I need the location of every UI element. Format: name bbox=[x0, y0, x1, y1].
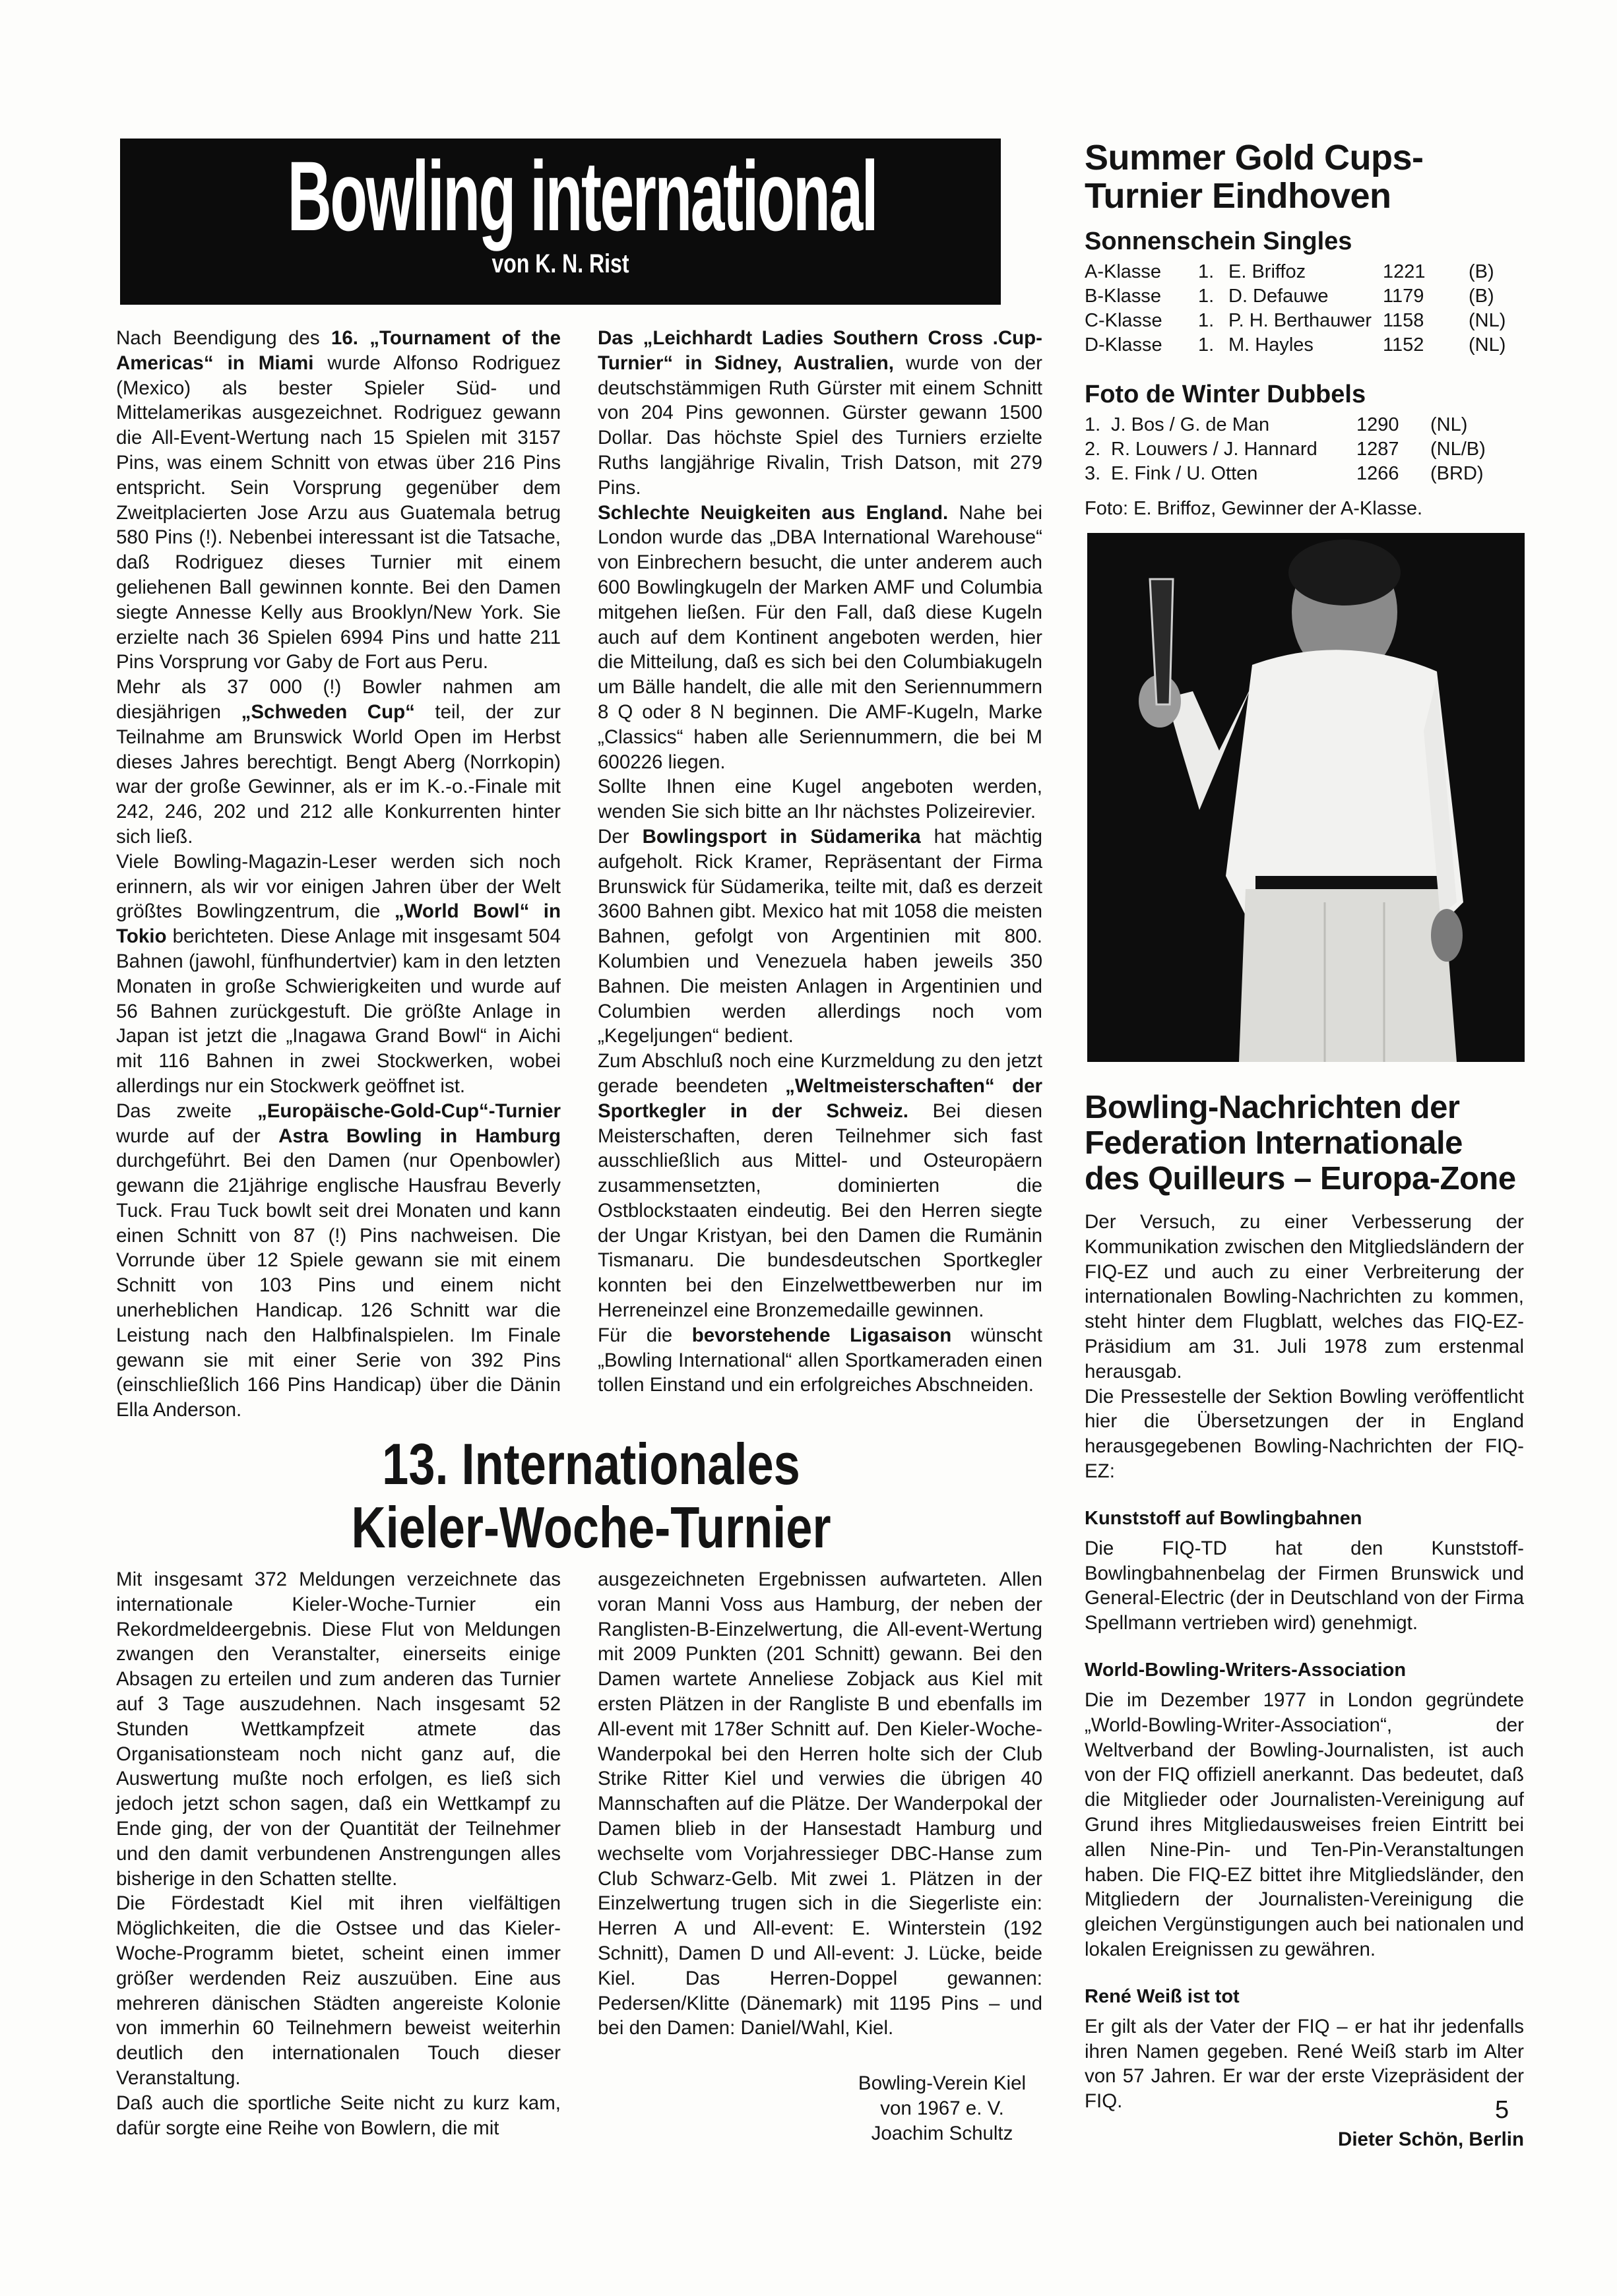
masthead-banner bbox=[120, 139, 1001, 305]
kiel-column-2 bbox=[598, 1567, 1042, 2146]
text: berichteten. Diese Anlage mit insgesamt 504 Bahnen (jawohl, fünfhundertvier) kam in den letzten Monaten in große Schwierigkeiten und wurde auf 56 Bahnen zurückgestuft. Die größte Anlage in Japan ist jetzt die „Inagawa Grand Bowl“ in Aichi mit 116 Bahnen in zwei Stockwerken, wobei allerdings nur ein Stockwerk geöffnet ist. bbox=[116, 925, 561, 1097]
fiq-intro-1: Der Versuch, zu einer Verbesserung der Kommunikation zwischen den Mitgliedsländern der FIQ-EZ und auch zu einer Verbreiterung der internationalen Bowling-Nachrichten zu kommen, steht hinter dem Flugblatt, welches das FIQ-EZ-Präsidium am 31. Juli 1978 zum erstenmal herausgab. bbox=[1085, 1211, 1524, 1382]
cell-score: 1158 bbox=[1383, 310, 1424, 331]
cell-nation: (NL) bbox=[1469, 334, 1506, 356]
bold-text: Bowlingsport in Südamerika bbox=[642, 825, 921, 848]
article-paragraph bbox=[598, 501, 1042, 775]
masthead-title: Bowling international bbox=[287, 140, 877, 251]
fiq-section-heading: Kunststoff auf Bowlingbahnen bbox=[1085, 1507, 1362, 1529]
cell-rank: 1. bbox=[1198, 261, 1215, 282]
result-row bbox=[1085, 437, 1486, 462]
bold-text: „Schweden Cup“ bbox=[241, 700, 415, 723]
article-column-1 bbox=[116, 326, 561, 1423]
kiel-title-line-2: Kieler-Woche-Turnier bbox=[351, 1495, 831, 1560]
result-row bbox=[1085, 260, 1506, 284]
fiq-intro-2: Die Pressestelle der Sektion Bowling veröffentlicht hier die Übersetzungen der in England herausgegebenen Bowling-Nachrichten der FIQ-EZ: bbox=[1085, 1385, 1524, 1482]
text: Nahe bei London wurde das „DBA International Warehouse“ von Einbrechern besucht, die unter anderem auch 600 Bowlingkugeln der Marken AMF und Columbia mitgehen ließen. Für den Fall, daß diese Kugeln auch auf dem Kontinent angeboten werden, hier die Mitteilung, daß es sich bei den Columbiakugeln um Bälle handelt, die alle mit den Seriennummern 8 Q oder 8 N beginnen. Die AMF-Kugeln, Marke „Classics“ haben alle Seriennummern, die bei M 600226 liegen. bbox=[598, 501, 1042, 773]
article-paragraph bbox=[598, 824, 1042, 1049]
text: hat mächtig aufgeholt. Rick Kramer, Repräsentant der Firma Brunswick für Südamerika, teilte mit, daß es derzeit 3600 Bahnen gibt. Mexico hat mit 1058 die meisten Bahnen, gefolgt von Argentinien mit 800. Kolumbien und Venezuela haben jeweils 350 Bahnen. Die meisten Anlagen in Argentinien und Columbien werden allerdings noch vom „Kegeljungen“ bedient. bbox=[598, 825, 1043, 1047]
cell-score: 1287 bbox=[1356, 439, 1399, 460]
cell-score: 1179 bbox=[1383, 286, 1424, 307]
article-paragraph bbox=[598, 326, 1042, 501]
cell-nation: (NL/B) bbox=[1430, 439, 1486, 460]
text: teil, der zur Teilnahme am Brunswick World Open im Herbst dieses Jahres berechtigt. Bengt Aberg (Norrkopin) war der große Gewinner, als er im K.-o.-Finale mit 242, 246, 202 und 212 alle Konkurrenten hinter sich ließ. bbox=[116, 700, 561, 848]
text: Sollte Ihnen eine Kugel angeboten werden, wenden Sie sich bitte an Ihr nächstes Polizeirevier. bbox=[598, 776, 1042, 823]
photo-caption: Foto: E. Briffoz, Gewinner der A-Klasse. bbox=[1085, 498, 1423, 519]
cell-name: M. Hayles bbox=[1228, 334, 1314, 356]
text: Mehr als 37 000 (!) Bowler nahmen am diesjährigen bbox=[116, 676, 561, 723]
kiel-signature bbox=[842, 2071, 1042, 2146]
kiel-headline bbox=[116, 1433, 1066, 1559]
result-row bbox=[1085, 413, 1486, 437]
cell-class: B-Klasse bbox=[1085, 286, 1162, 307]
cell-class: A-Klasse bbox=[1085, 261, 1162, 282]
eindhoven-title: Summer Gold Cups-Turnier Eindhoven bbox=[1085, 138, 1424, 216]
article-paragraph bbox=[598, 1323, 1042, 1398]
fiq-news bbox=[1085, 1090, 1524, 2152]
article-paragraph bbox=[116, 850, 561, 1099]
text: wünscht „Bowling International“ allen Sportkameraden einen tollen Einstand und ein erfolgreiches Abschneiden. bbox=[598, 1324, 1043, 1396]
fiq-section-text: Die im Dezember 1977 in London gegründete „World-Bowling-Writer-Association“, der Weltverband der Bowling-Journalisten, ist auch von der FIQ offiziell anerkannt. Das bedeutet, daß die Mitglieder oder Journalisten-Vereinigung auf Grund ihres Mitgliedausweises freien Eintritt bei allen Nine-Pin- und Ten-Pin-Veranstaltungen haben. Die FIQ-EZ bittet ihre Mitgliedsländer, den Mitgliedern der Journalisten-Vereinigung die gleichen Vergünstigungen auch bei nationalen und lokalen Ereignissen zu gewähren. bbox=[1085, 1689, 1524, 1960]
fiq-section-text: Die FIQ-TD hat den Kunststoff-Bowlingbahnenbelag der Firmen Brunswick und General-Electric (der in Deutschland von der Firma Spellmann vertrieben wird) genehmigt. bbox=[1085, 1537, 1524, 1634]
fiq-section-text: Er gilt als der Vater der FIQ – er hat ihr jedenfalls ihren Namen gegeben. René Weiß starb im Alter von 57 Jahren. Er war der erste Vizepräsident der FIQ. bbox=[1085, 2015, 1524, 2113]
article-paragraph bbox=[116, 1099, 561, 1423]
text: wurde Alfonso Rodriguez (Mexico) als bester Spieler Süd- und Mittelamerikas ausgezeichnet. Rodriguez gewann die All-Event-Wertung nach 15 Spielen mit 3157 Pins, was einem Schnitt von etwas über 216 Pins entspricht. Sein Vorsprung gegenüber dem Zweitplacierten Jose Arzu aus Guatemala betrug 580 Pins (!). Nebenbei interessant ist die Tatsache, daß Rodriguez dieses Turnier mit einem geliehenen Ball gewinnen konnte. Bei den Damen siegte Annesse Kelly aus Brooklyn/New York. Sie erzielte nach 36 Spielen 6994 Pins und hatte 211 Pins Vorsprung vor Gaby de Fort aus Peru. bbox=[116, 352, 561, 673]
fiq-section-heading: World-Bowling-Writers-Association bbox=[1085, 1659, 1407, 1681]
cell-nation: (NL) bbox=[1430, 414, 1468, 435]
cell-nation: (B) bbox=[1469, 261, 1494, 282]
article-paragraph bbox=[598, 774, 1042, 824]
result-row bbox=[1085, 333, 1506, 357]
portrait-illustration bbox=[1087, 533, 1525, 1062]
cell-score: 1152 bbox=[1383, 334, 1424, 356]
result-row bbox=[1085, 309, 1506, 333]
masthead-byline: von K. N. Rist bbox=[491, 249, 629, 278]
kiel-column-1 bbox=[116, 1567, 561, 2140]
cell-name: D. Defauwe bbox=[1228, 286, 1329, 307]
text: Nach Beendigung des bbox=[116, 327, 331, 349]
article-paragraph bbox=[116, 675, 561, 850]
kiel-paragraph: Mit insgesamt 372 Meldungen verzeichnete das internationale Kieler-Woche-Turnier ein Rekordmeldeergebnis. Diese Flut von Meldungen zwangen den Veranstalter, einerseits einige Absagen zu erteilen und zum anderen das Turnier auf 3 Tage auszudehnen. Nach insgesamt 52 Stunden Wettkampfzeit atmete das Organisationsteam noch nicht ganz auf, die Auswertung mußte noch erfolgen, es ließ sich jedoch jetzt schon sagen, daß ein Wettkampf zu Ende ging, der von der Quantität der Teilnehmer und den damit verbundenen Anstrengungen alles bisherige in den Schatten stellte. bbox=[116, 1568, 561, 1890]
doubles-table bbox=[1085, 413, 1486, 486]
cell-name: E. Fink / U. Otten bbox=[1111, 463, 1258, 484]
cell-nation: (B) bbox=[1469, 286, 1494, 307]
fiq-title: Bowling-Nachrichten der Federation Internationale des Quilleurs – Europa-Zone bbox=[1085, 1090, 1516, 1196]
text: Für die bbox=[598, 1324, 692, 1346]
kiel-paragraph: Daß auch die sportliche Seite nicht zu kurz kam, dafür sorgte eine Reihe von Bowlern, die mit bbox=[116, 2092, 561, 2139]
text: Viele Bowling-Magazin-Leser werden sich noch erinnern, als wir vor einigen Jahren über der Welt größtes Bowlingzentrum, die bbox=[116, 850, 561, 923]
fiq-signature: Dieter Schön, Berlin bbox=[1338, 2128, 1524, 2150]
text: Bei diesen Meisterschaften, deren Teilnehmer sich fast ausschließlich aus Mittel- und Osteuropäern zusammensetzten, dominierten die Ostblockstaaten eindeutig. Bei den Herren siegte der Ungar Kristyan, bei den Damen die Rumänin Tismanaru. Die bundesdeutschen Sportkegler konnten bei den Einzelwettbewerben nur im Herreneinzel eine Bronzemedaille gewinnen. bbox=[598, 1100, 1042, 1322]
cell-score: 1290 bbox=[1356, 414, 1399, 435]
bold-text: Astra Bowling in Hamburg bbox=[278, 1125, 561, 1147]
doubles-heading: Foto de Winter Dubbels bbox=[1085, 381, 1366, 408]
cell-name: E. Briffoz bbox=[1228, 261, 1306, 282]
kiel-paragraph: Die Fördestadt Kiel mit ihren vielfältigen Möglichkeiten, die die Ostsee und das Kieler-Woche-Programm bietet, scheint einen immer größer werdenden Reiz auszuüben. Eine aus mehreren dänischen Städten angereiste Kolonie von immerhin 60 Teilnehmern beweist weiterhin deutlich den internationalen Touch dieser Veranstaltung. bbox=[116, 1892, 561, 2089]
singles-table bbox=[1085, 260, 1506, 357]
bold-text: „World Bowl“ in Tokio bbox=[116, 900, 561, 948]
cell-score: 1266 bbox=[1356, 463, 1399, 484]
kiel-paragraph: ausgezeichneten Ergebnissen aufwarteten. Allen voran Manni Voss aus Hamburg, der neben der Ranglisten-B-Einzelwertung, die All-event-Wertung mit 2009 Punkten (201 Schnitt) gewann. Bei den Damen wartete Anneliese Zobjack aus Kiel mit ersten Plätzen in der Rangliste B und ebenfalls im All-event mit 178er Schnitt auf. Den Kieler-Woche-Wanderpokal bei den Herren holte sich der Club Strike Ritter Kiel und verwies die übrigen 40 Mannschaften auf die Plätze. Der Wanderpokal der Damen blieb in der Hansestadt Hamburg und wechselte vom Vorjahressieger DBC-Hanse zum Club Schwarz-Gelb. Mit zwei 1. Plätzen in der Einzelwertung trugen sich in die Siegerliste ein: Herren A und All-event: E. Winterstein (192 Schnitt), Damen D und All-event: J. Lücke, beide Kiel. Das Herren-Doppel gewannen: Pedersen/Klitte (Dänemark) mit 1195 Pins – und bei den Damen: Daniel/Wahl, Kiel. bbox=[598, 1568, 1042, 2039]
text: Das zweite bbox=[116, 1100, 257, 1122]
text: Zum Abschluß noch eine Kurzmeldung zu den jetzt gerade beendeten bbox=[598, 1050, 1042, 1097]
bold-text: Schlechte Neuigkeiten aus England. bbox=[598, 501, 949, 524]
cell-nation: (NL) bbox=[1469, 310, 1506, 331]
cell-score: 1221 bbox=[1383, 261, 1426, 282]
bold-text: Das „Leichhardt Ladies Southern Cross .Cup-Turnier“ in Sidney, Australien, bbox=[598, 327, 1042, 374]
cell-class: C-Klasse bbox=[1085, 310, 1162, 331]
signature-line: Joachim Schultz bbox=[871, 2122, 1013, 2144]
cell-class: D-Klasse bbox=[1085, 334, 1162, 356]
cell-name: R. Louwers / J. Hannard bbox=[1111, 439, 1317, 460]
text: Der bbox=[598, 825, 643, 848]
result-row bbox=[1085, 284, 1506, 309]
result-row bbox=[1085, 462, 1486, 486]
article-column-2 bbox=[598, 326, 1042, 1398]
cell-rank: 1. bbox=[1198, 334, 1215, 356]
article-paragraph bbox=[116, 326, 561, 675]
signature-line: von 1967 e. V. bbox=[880, 2097, 1004, 2119]
eindhoven-results bbox=[1085, 139, 1520, 520]
text: durchgeführt. Bei den Damen (nur Openbowler) gewann die 21jährige englische Hausfrau Beverly Tuck. Frau Tuck bowlt seit drei Monaten und kann einen Schnitt von 87 (!) Pins nachweisen. Die Vorrunde über 12 Spiele gewann sie mit einem Schnitt von 103 Pins und einem nicht unerheblichen Handicap. 126 Schnitt war die Leistung nach den Halbfinalspielen. Im Finale gewann sie mit einer Serie von 392 Pins (einschließlich 166 Pins Handicap) über die Dänin Ella Anderson. bbox=[116, 1150, 561, 1421]
winner-photo bbox=[1087, 533, 1525, 1062]
kiel-title-line-1: 13. Internationales bbox=[382, 1431, 800, 1497]
cell-rank: 1. bbox=[1198, 310, 1215, 331]
cell-nation: (BRD) bbox=[1430, 463, 1484, 484]
cell-rank: 1. bbox=[1198, 286, 1215, 307]
fiq-section-heading: René Weiß ist tot bbox=[1085, 1985, 1240, 2007]
signature-line: Bowling-Verein Kiel bbox=[858, 2072, 1027, 2095]
cell-name: J. Bos / G. de Man bbox=[1111, 414, 1270, 435]
singles-heading: Sonnenschein Singles bbox=[1085, 228, 1352, 255]
cell-rank: 2. bbox=[1085, 439, 1101, 460]
page-number: 5 bbox=[1495, 2096, 1509, 2124]
bold-text: bevorstehende Ligasaison bbox=[691, 1324, 952, 1346]
cell-rank: 3. bbox=[1085, 463, 1101, 484]
bold-text: 16. „Tournament of the Americas“ in Miami bbox=[116, 327, 561, 374]
cell-name: P. H. Berthauwer bbox=[1228, 310, 1372, 331]
bold-text: „Weltmeisterschaften“ der Sportkegler in der Schweiz. bbox=[598, 1074, 1042, 1122]
bold-text: „Europäische-Gold-Cup“-Turnier bbox=[257, 1100, 561, 1122]
text: wurde von der deutschstämmigen Ruth Gürster mit einem Schnitt von 204 Pins gewonnen. Gürster gewann 1500 Dollar. Das höchste Spiel des Turniers erzielte Ruths langjährige Rivalin, Trish Datson, mit 279 Pins. bbox=[598, 352, 1042, 499]
article-paragraph bbox=[598, 1049, 1042, 1323]
cell-rank: 1. bbox=[1085, 414, 1101, 435]
text: wurde auf der bbox=[116, 1125, 279, 1147]
